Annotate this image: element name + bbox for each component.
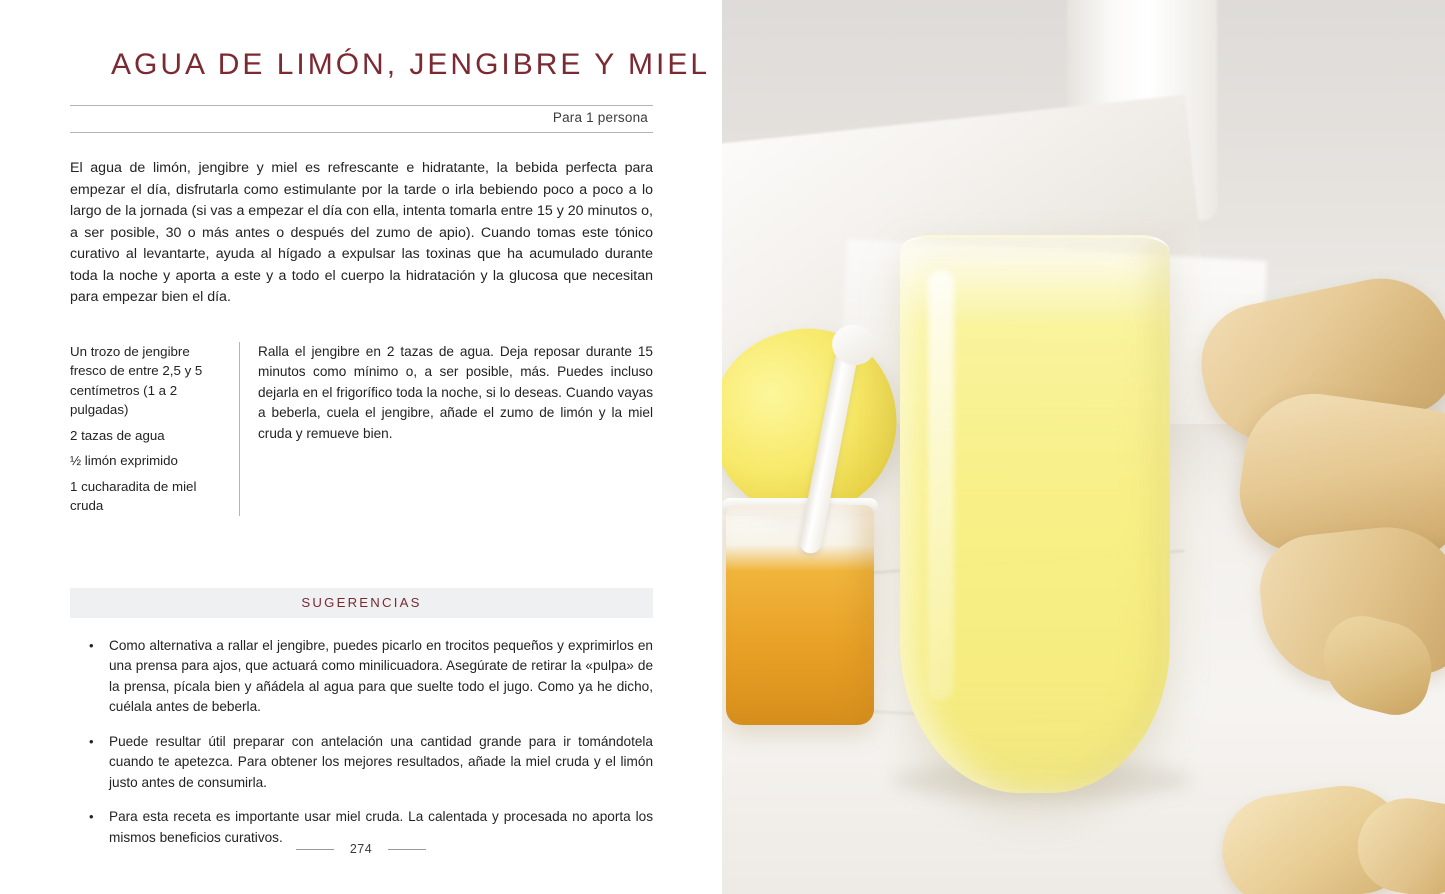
ingredient-item: 1 cucharadita de miel cruda: [70, 478, 197, 513]
bullet-icon: •: [89, 637, 94, 653]
folio-rule-right: [388, 849, 426, 850]
bullet-icon: •: [89, 733, 94, 749]
page-number: 274: [349, 842, 373, 856]
page-folio: [0, 842, 722, 856]
list-item-text: Como alternativa a rallar el jengibre, puedes picarlo en trocitos pequeños y exprimirlos en una prensa para ajos, que actuará como minilicuadora. Asegúrate de retirar la «pulpa» de la prensa, pícala bien y añádela al agua para que suelte todo el jugo. Como ya he dicho, cuélala antes de beberla.: [109, 637, 653, 714]
preparation-steps: Ralla el jengibre en 2 tazas de agua. Deja reposar durante 15 minutos como mínimo o, a ser posible, más. Puedes incluso dejarla en el frigorífico toda la noche, si lo deseas. Cuando vayas a beberla, cuela el jengibre, añade el zumo de limón y la miel cruda y remueve bien.: [258, 343, 653, 441]
recipe-photo-page: [722, 0, 1445, 894]
glass-highlight: [928, 270, 954, 700]
bullet-icon: •: [89, 809, 94, 824]
list-item-text: Para esta receta es importante usar miel cruda. La calentada y procesada no aporta los mismos beneficios curativos.: [109, 809, 653, 845]
page-content: [70, 0, 711, 862]
ingredient-item: ½ limón exprimido: [70, 453, 178, 468]
suggestions-list: [70, 636, 653, 849]
page-title: AGUA DE LIMÓN, JENGIBRE Y MIEL: [111, 48, 711, 81]
list-item: [70, 732, 653, 794]
ingredient-item: Un trozo de jengibre fresco de entre 2,5 y 5 centímetros (1 a 2 pulgadas): [70, 343, 203, 417]
folio-rule-left: [296, 849, 334, 850]
recipe-intro: El agua de limón, jengibre y miel es refrescante e hidratante, la bebida perfecta para empezar el día, disfrutarla como estimulante por la tarde o irla bebiendo poco a poco a lo largo de la jornada (si vas a empezar el día con ella, intenta tomarla entre 15 y 20 minutos o, a ser posible, 30 o más antes o después del zumo de apio). Cuando tomas este tónico curativo al levantarte, ayuda al hígado a expulsar las toxinas que ha acumulado durante toda la noche y aporta a este y a todo el cuerpo la hidratación y la glucosa que necesitan para empezar bien el día.: [70, 160, 653, 305]
suggestions-heading: SUGERENCIAS: [70, 588, 653, 618]
list-item: [70, 636, 653, 718]
recipe-text-page: [0, 0, 722, 894]
list-item-text: Puede resultar útil preparar con antelación una cantidad grande para ir tomándotela cuando te apetezca. Para obtener los mejores resultados, añade la miel cruda y el limón justo antes de consumirla.: [109, 733, 653, 790]
recipe-photograph: [722, 0, 1445, 894]
servings-rule: [70, 105, 653, 133]
recipe-body: [70, 342, 653, 516]
ingredient-item: 2 tazas de agua: [70, 427, 165, 443]
servings-label: Para 1 persona: [552, 110, 648, 125]
ingredients-list: [70, 342, 240, 516]
